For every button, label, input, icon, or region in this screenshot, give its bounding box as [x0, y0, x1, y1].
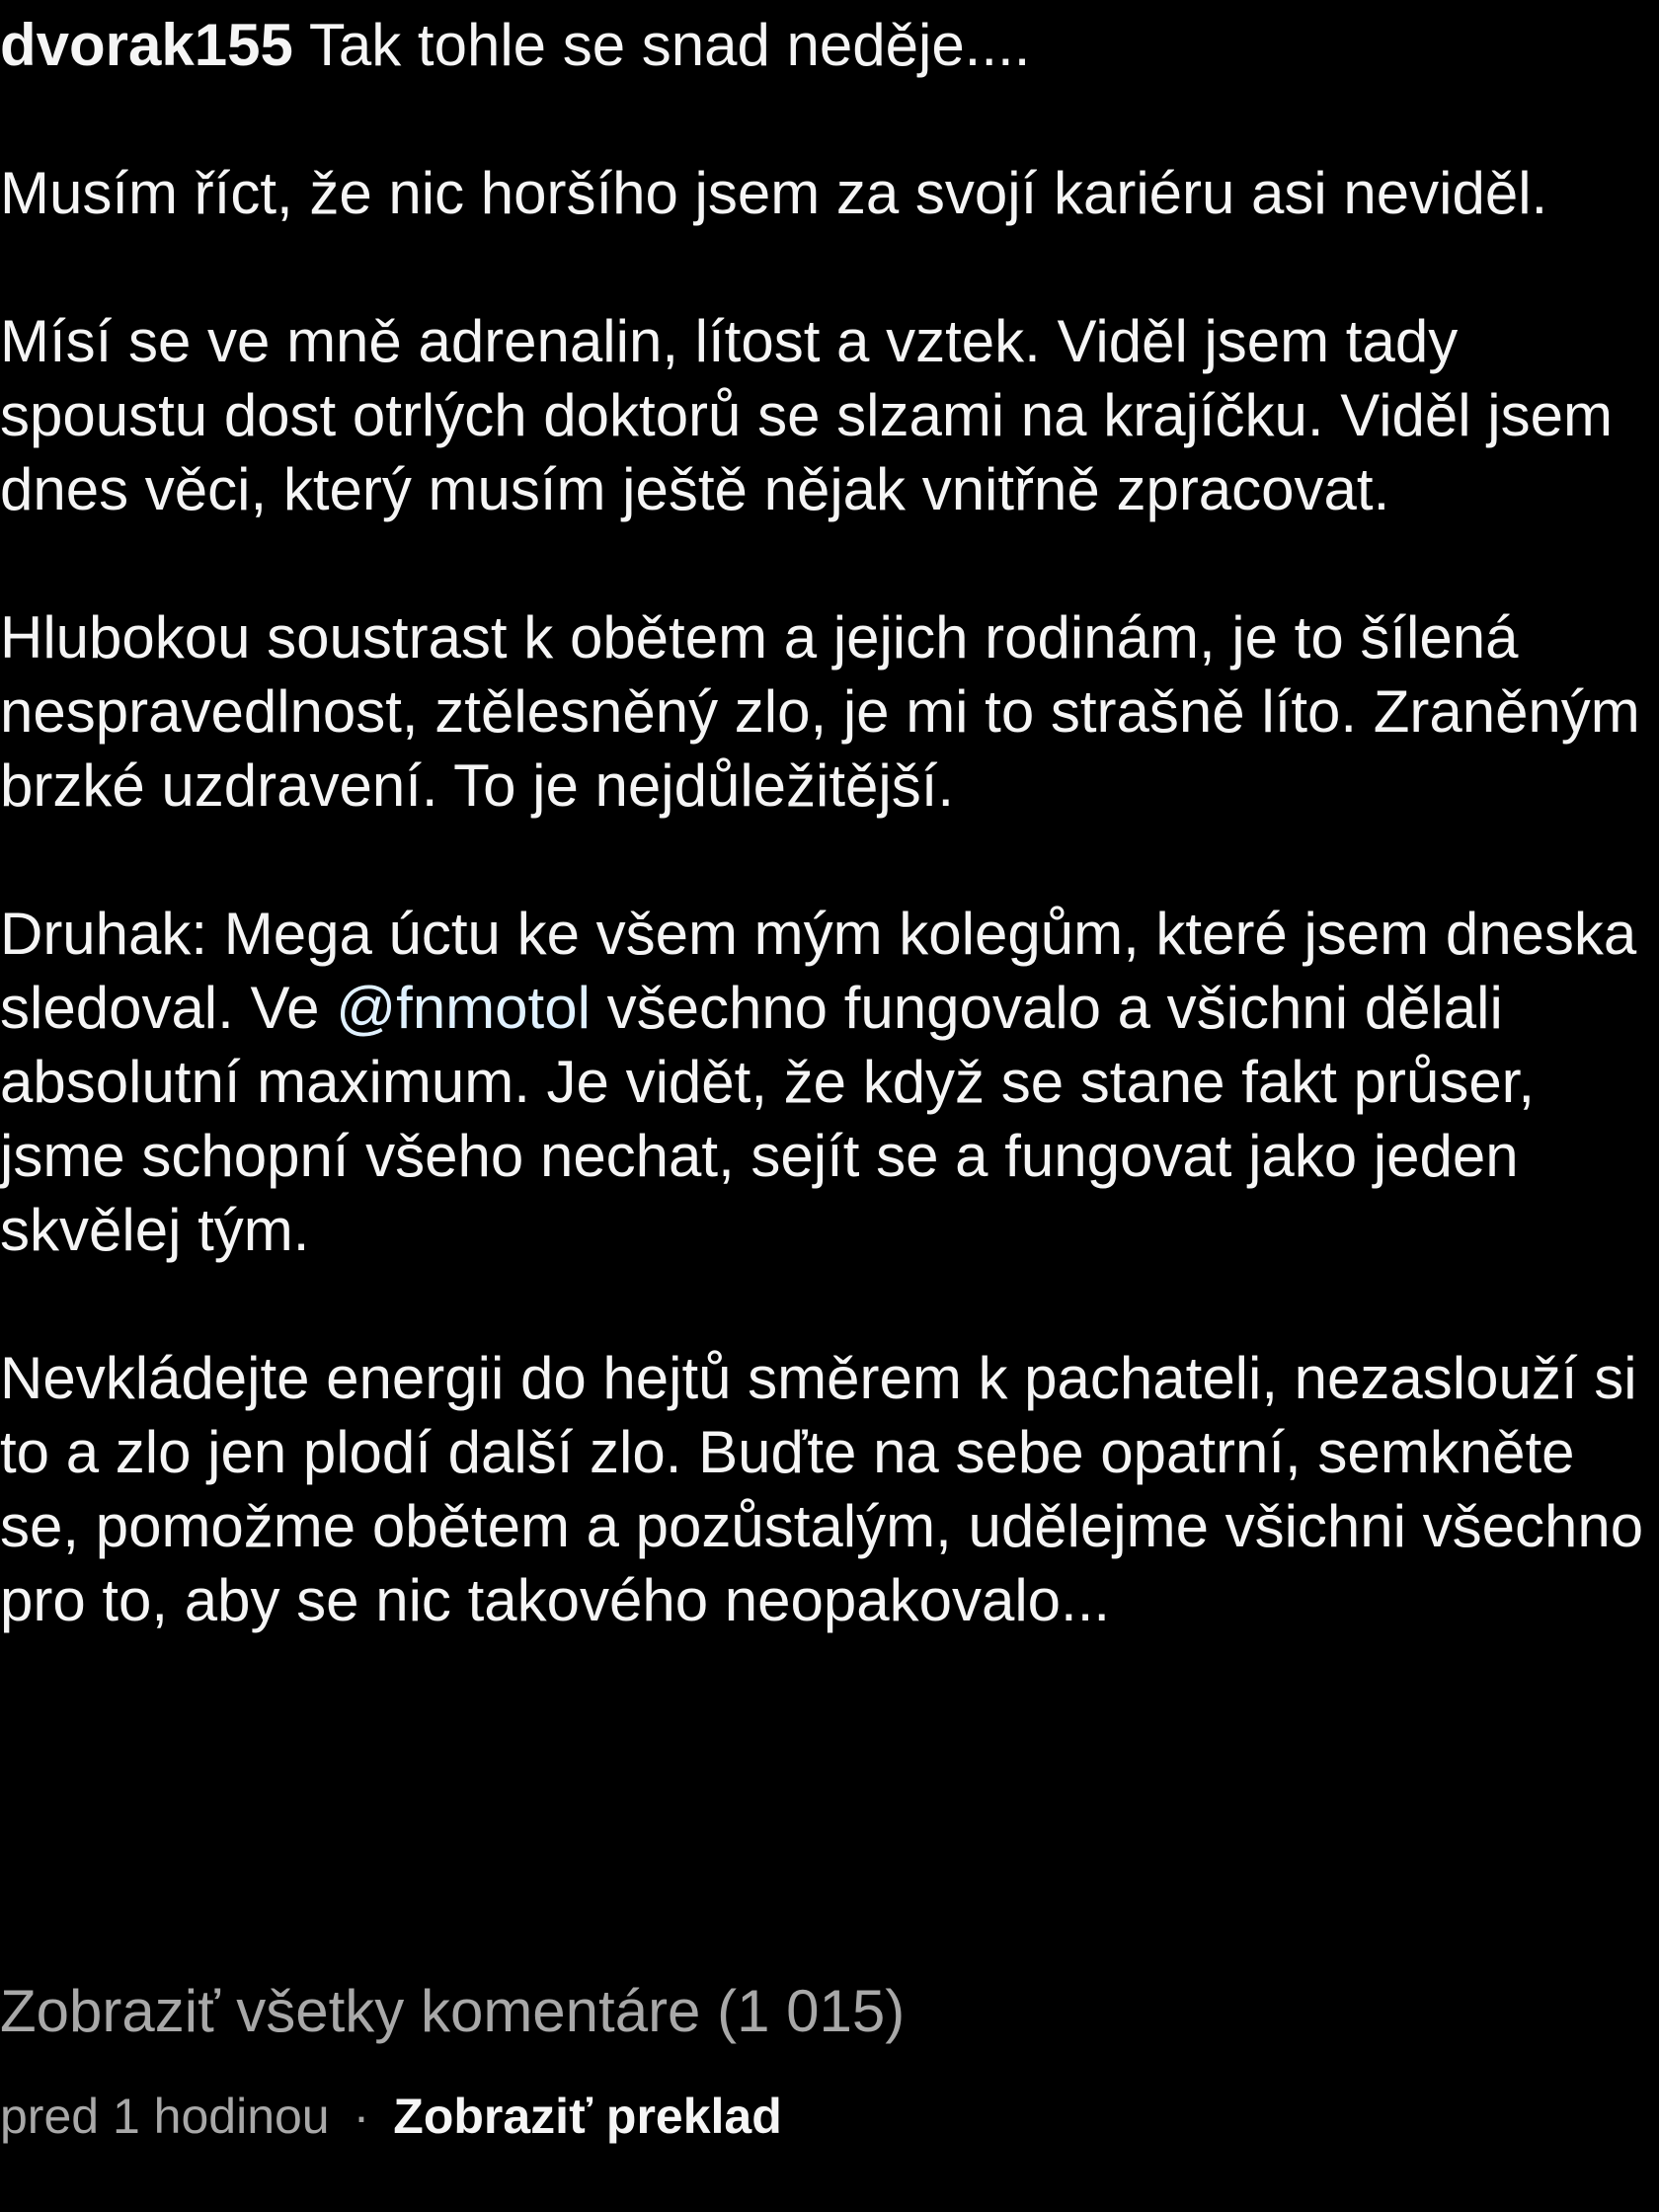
caption-paragraph-1: Musím říct, že nic horšího jsem za svojí kariéru asi neviděl. — [0, 160, 1548, 226]
mention-link[interactable]: @fnmotol — [336, 975, 591, 1041]
caption-paragraph-5: Nevkládejte energii do hejtů směrem k pachateli, nezaslouží si to a zlo jen plodí další zlo. Buďte na sebe opatrní, semkněte se, pomožme obětem a pozůstalým, udělejme všichni všechno pro to, aby se nic takového neopakovalo... — [0, 1345, 1644, 1633]
view-all-comments-link[interactable]: Zobraziť všetky komentáre (1 015) — [0, 1978, 906, 2044]
meta-separator: · — [353, 2089, 370, 2144]
caption-paragraph-3: Hlubokou soustrast k obětem a jejich rodinám, je to šílená nespravedlnost, ztělesněný zlo, je mi to strašně líto. Zraněným brzké uzdravení. To je nejdůležitější. — [0, 604, 1640, 819]
post-caption — [0, 8, 1659, 1711]
caption-first-line — [0, 8, 1659, 82]
caption-paragraph-4-after: všechno fungovalo a všichni dělali absolutní maximum. Je vidět, že když se stane fakt průser, jsme schopní všeho nechat, sejít se a fungovat jako jeden skvělej tým. — [0, 975, 1536, 1263]
caption-paragraph-4 — [0, 897, 1659, 1267]
username-link[interactable]: dvorak155 — [0, 12, 293, 78]
caption-paragraph-2: Mísí se ve mně adrenalin, lítost a vztek. Viděl jsem tady spoustu dost otrlých doktorů se slzami na krajíčku. Viděl jsem dnes věci, který musím ještě nějak vnitřně zpracovat. — [0, 308, 1613, 522]
post-timestamp: pred 1 hodinou — [0, 2089, 330, 2144]
see-translation-button[interactable]: Zobraziť preklad — [393, 2089, 782, 2144]
caption-paragraph-4-before: Druhak: Mega úctu ke všem mým kolegům, které jsem dneska sledoval. Ve — [0, 901, 1637, 1041]
caption-first-line-text: Tak tohle se snad neděje.... — [308, 12, 1031, 78]
post-meta-row — [0, 2082, 782, 2151]
